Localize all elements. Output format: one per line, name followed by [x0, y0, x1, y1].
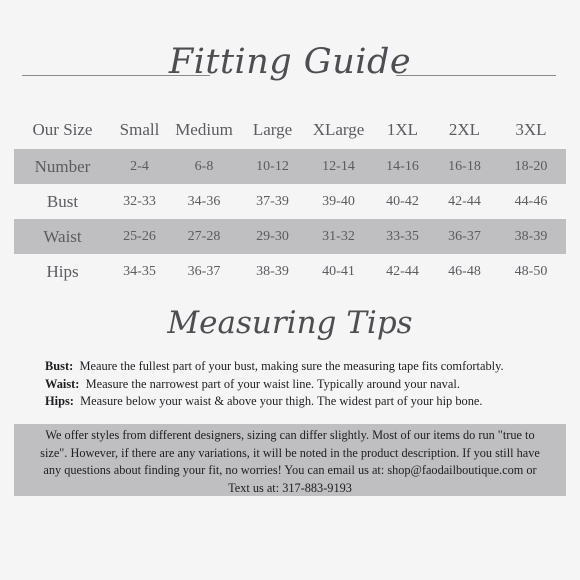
column-header: 1XL	[386, 120, 419, 139]
table-row-waist	[14, 219, 566, 254]
table-row-number	[14, 149, 566, 184]
table-cell: 32-33	[123, 193, 156, 209]
column-header: XLarge	[312, 120, 365, 139]
table-cell: 10-12	[240, 149, 305, 184]
table-cell: 16-18	[433, 149, 496, 184]
row-label: Bust	[46, 191, 79, 211]
table-cell: 36-37	[433, 219, 496, 254]
row-label: Number	[14, 149, 111, 184]
tip-waist	[45, 376, 575, 394]
table-cell: 40-41	[322, 263, 355, 279]
table-cell: 44-46	[514, 193, 548, 209]
tip-term: Bust:	[45, 359, 74, 373]
note-line: size". However, if there are any variations, it will be noted in the product description. If you still have	[40, 445, 540, 460]
table-cell: 46-48	[448, 263, 481, 279]
table-cell: 39-40	[322, 193, 355, 209]
table-cell: 38-39	[256, 263, 289, 279]
table-cell: 6-8	[168, 149, 240, 184]
table-cell: 29-30	[240, 219, 305, 254]
table-cell: 42-44	[448, 193, 481, 209]
table-row-bust	[14, 184, 566, 219]
table-cell: 12-14	[305, 149, 372, 184]
row-label: Waist	[14, 219, 111, 254]
column-header: Small	[119, 120, 160, 139]
note-line: Text us at: 317-883-9193	[228, 480, 352, 495]
table-cell: 36-37	[187, 263, 221, 279]
tip-text: Measure below your waist & above your thigh. The widest part of your hip bone.	[80, 394, 483, 408]
size-chart-table	[14, 115, 566, 289]
table-cell: 25-26	[111, 219, 168, 254]
table-cell: 33-35	[372, 219, 433, 254]
contact-note	[14, 424, 566, 496]
table-cell: 34-35	[123, 263, 156, 279]
column-header: 3XL	[515, 120, 547, 139]
note-line: We offer styles from different designers, sizing can differ slightly. Most of our items do run "true to	[45, 428, 535, 442]
table-cell: 42-44	[386, 263, 419, 279]
table-cell: 48-50	[514, 263, 548, 279]
measuring-tips-title: Measuring Tips	[167, 305, 413, 341]
table-cell: 34-36	[187, 193, 221, 209]
table-cell: 14-16	[372, 149, 433, 184]
tip-term: Waist:	[45, 376, 80, 391]
table-cell: 37-39	[256, 193, 289, 209]
tip-bust	[45, 358, 575, 376]
size-header-row	[14, 115, 566, 145]
table-cell: 40-42	[386, 193, 419, 209]
row-label: Hips	[46, 261, 79, 281]
column-header: Large	[252, 120, 293, 139]
column-header: Our Size	[32, 120, 93, 139]
note-line: any questions about finding your fit, no worries! You can email us at: shop@faodailboutique.com or	[43, 463, 537, 477]
tip-text: Meaure the fullest part of your bust, making sure the measuring tape fits comfortably.	[79, 359, 504, 373]
table-cell: 27-28	[168, 219, 240, 254]
column-header: 2XL	[448, 120, 481, 139]
table-row-hips	[14, 254, 566, 289]
tip-term: Hips:	[45, 394, 74, 408]
column-header: Medium	[175, 120, 233, 139]
table-cell: 31-32	[305, 219, 372, 254]
table-cell: 2-4	[111, 149, 168, 184]
tip-hips	[45, 393, 575, 411]
measuring-tips-list	[45, 358, 575, 411]
tip-text: Measure the narrowest part of your waist line. Typically around your naval.	[85, 376, 460, 391]
table-cell: 38-39	[496, 219, 566, 254]
page-title: Fitting Guide	[168, 42, 412, 82]
table-cell: 18-20	[496, 149, 566, 184]
